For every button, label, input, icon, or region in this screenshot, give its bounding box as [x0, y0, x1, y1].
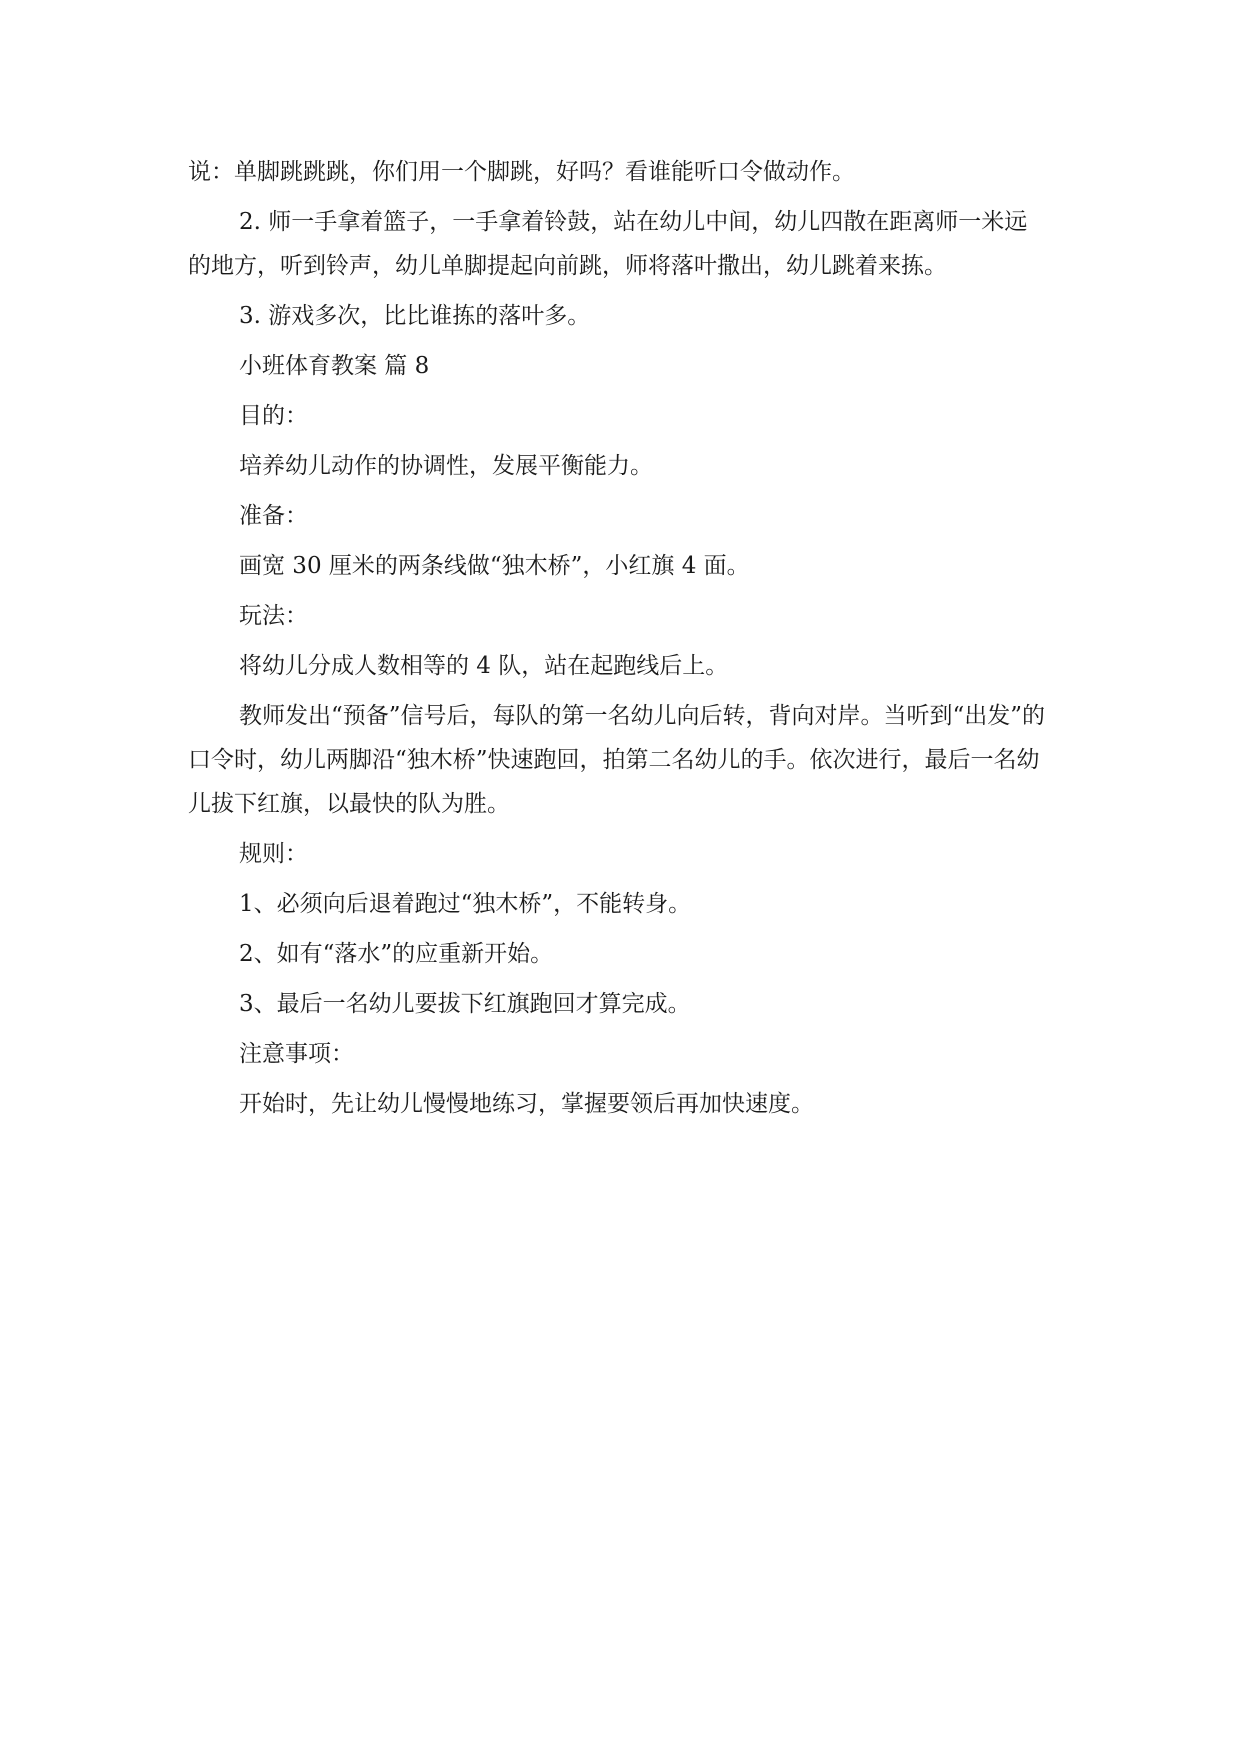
paragraph-step-2: 2. 师一手拿着篮子，一手拿着铃鼓，站在幼儿中间，幼儿四散在距离师一米远的地方，听到铃声，幼儿单脚提起向前跳，师将落叶撒出，幼儿跳着来拣。	[188, 209, 1028, 279]
paragraph-preparation: 画宽 30 厘米的两条线做“独木桥”，小红旗 4 面。	[239, 553, 750, 579]
paragraph-goal: 培养幼儿动作的协调性，发展平衡能力。	[239, 453, 653, 479]
heading-notes: 注意事项：	[239, 1041, 354, 1067]
paragraph-method-2: 教师发出“预备”信号后，每队的第一名幼儿向后转，背向对岸。当听到“出发”的口令时，幼儿两脚沿“独木桥”快速跑回，拍第二名幼儿的手。依次进行，最后一名幼儿拔下红旗，以最快的队为胜。	[188, 703, 1046, 817]
paragraph-notes: 开始时，先让幼儿慢慢地练习，掌握要领后再加快速度。	[239, 1091, 814, 1117]
heading-rules: 规则：	[239, 841, 308, 867]
paragraph-continuation: 说：单脚跳跳跳，你们用一个脚跳，好吗？看谁能听口令做动作。	[188, 159, 855, 185]
heading-preparation: 准备：	[239, 503, 308, 529]
rule-item-3: 3、最后一名幼儿要拔下红旗跑回才算完成。	[239, 991, 691, 1017]
document-body	[188, 150, 1048, 1132]
rule-item-2: 2、如有“落水”的应重新开始。	[239, 941, 554, 967]
section-title: 小班体育教案 篇 8	[239, 353, 430, 379]
paragraph-method-1: 将幼儿分成人数相等的 4 队，站在起跑线后上。	[239, 653, 729, 679]
heading-method: 玩法：	[239, 603, 308, 629]
heading-goal: 目的：	[239, 403, 308, 429]
rule-item-1: 1、必须向后退着跑过“独木桥”，不能转身。	[239, 891, 692, 917]
paragraph-step-3: 3. 游戏多次，比比谁拣的落叶多。	[239, 303, 591, 329]
